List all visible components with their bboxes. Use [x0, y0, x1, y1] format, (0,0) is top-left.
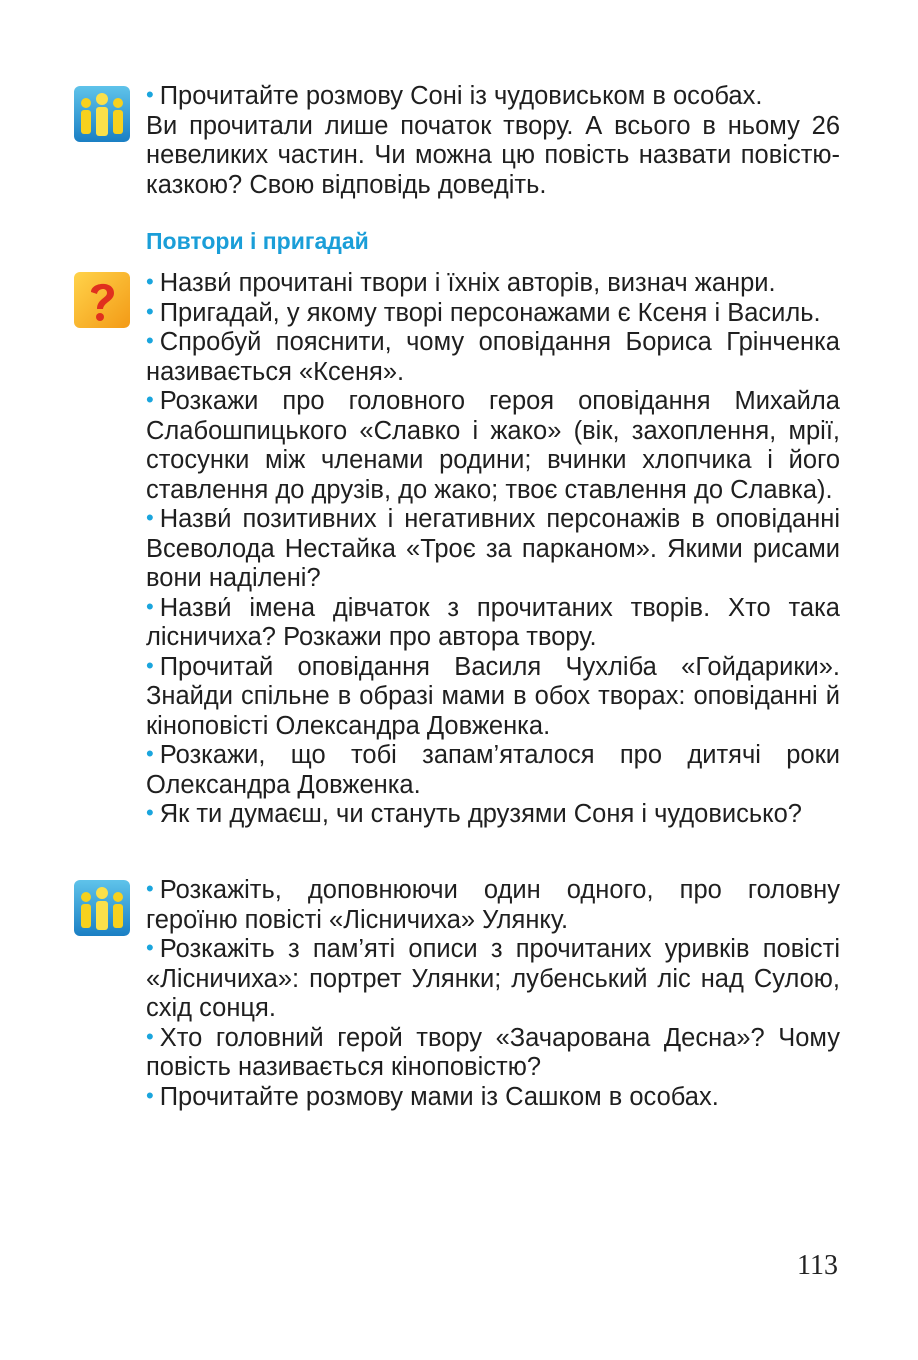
group-work-icon	[74, 86, 130, 142]
list-item: • Спробуй пояснити, чому оповідання Бориса Грінченка називається «Ксеня».	[146, 328, 840, 386]
bullet-icon: •	[146, 1023, 154, 1049]
section-group-reading	[146, 82, 840, 200]
list-item: • Прочитайте розмову Соні із чудовиськом в особах.	[146, 82, 763, 110]
bullet-icon: •	[146, 328, 154, 353]
question-icon	[74, 272, 130, 328]
list-item: • Назви́ імена дівчаток з прочитаних творів. Хто така лісничиха? Розкажи про автора твору.	[146, 593, 840, 651]
list-item: • Прочитайте розмову мами із Сашком в особах.	[146, 1082, 719, 1111]
list-item: • Назви́ прочитані твори і їхніх авторів, визнач жанри.	[146, 269, 776, 297]
list-item: • Як ти думаєш, чи стануть друзями Соня і чудовисько?	[146, 800, 802, 828]
bullet-icon: •	[146, 1082, 154, 1108]
list-item: • Розкажіть з пам’яті описи з прочитаних уривків повісті «Лісничиха»: портрет Улянки; лубенський ліс над Сулою, схід сонця.	[146, 935, 840, 1022]
bullet-icon: •	[146, 935, 154, 960]
list-item: • Розкажи про головного героя оповідання Михайла Слабошпицького «Славко і жако» (вік, захоплення, мрії, стосунки між членами родини; вчинки хлопчика і його ставлення до друзів, до жако; твоє ставлення до Славка).	[146, 387, 840, 504]
bullet-icon: •	[146, 876, 154, 901]
list-item: • Прочитай оповідання Василя Чухліба «Гойдарики». Знайди спільне в образі мами в обох творах: оповіданні й кіноповісті Олександра Довженка.	[146, 652, 840, 740]
section-heading: Повтори і пригадай	[146, 228, 369, 254]
bullet-icon: •	[146, 298, 154, 324]
bullet-icon: •	[146, 505, 154, 530]
list-item: • Розкажіть, доповнюючи один одного, про головну героїню повісті «Лісничиха» Улянку.	[146, 876, 840, 934]
bullet-icon: •	[146, 800, 154, 825]
section-review	[146, 269, 840, 830]
list-item: • Розкажи, що тобі запам’яталося про дитячі роки Олександра Довженка.	[146, 741, 840, 799]
page-number: 113	[797, 1250, 838, 1281]
bullet-icon: •	[146, 269, 154, 294]
section-group-discussion	[146, 876, 840, 1112]
bullet-icon: •	[146, 741, 154, 766]
group-work-icon	[74, 880, 130, 936]
bullet-icon: •	[146, 82, 154, 107]
list-item: • Назви́ позитивних і негативних персонажів в оповіданні Всеволода Нестайка «Троє за парканом». Якими рисами вони наділені?	[146, 505, 840, 592]
list-item: • Хто головний герой твору «Зачарована Десна»? Чому повість називається кіноповістю?	[146, 1023, 840, 1081]
bullet-icon: •	[146, 387, 154, 412]
bullet-icon: •	[146, 652, 154, 678]
bullet-icon: •	[146, 593, 154, 619]
list-item: • Пригадай, у якому творі персонажами є Ксеня і Василь.	[146, 298, 821, 327]
paragraph: Ви прочитали лише початок твору. А всього в ньому 26 невеликих частин. Чи можна цю повість назвати повістю-казкою? Свою відповідь доведіть.	[146, 111, 840, 199]
